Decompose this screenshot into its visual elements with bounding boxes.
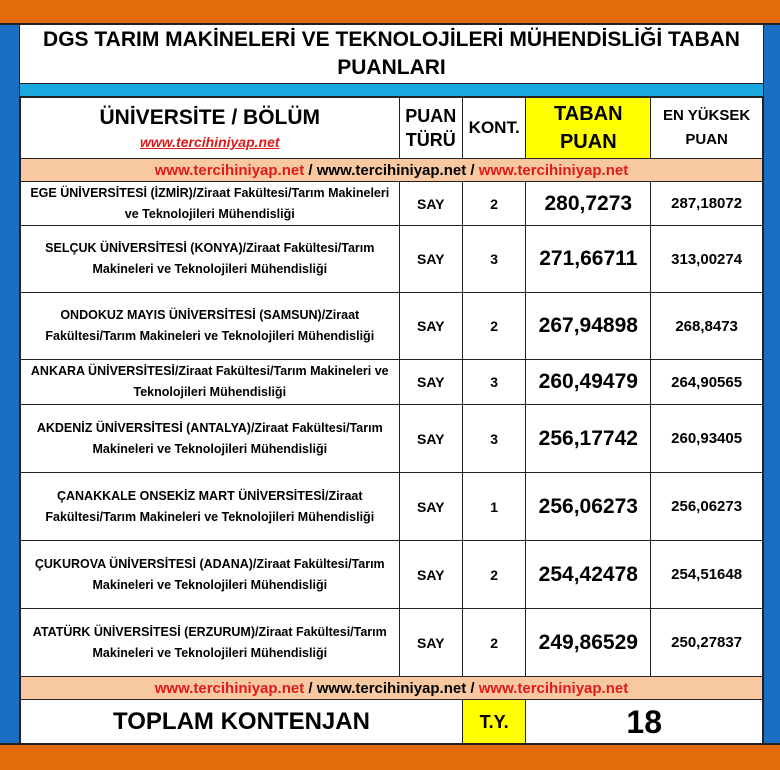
- score-type: SAY: [399, 226, 462, 293]
- score-type: SAY: [399, 405, 462, 473]
- max-score: 254,51648: [651, 541, 763, 609]
- total-row: [21, 700, 763, 745]
- table-row: [21, 405, 763, 473]
- banner-link[interactable]: www.tercihiniyap.net: [154, 161, 305, 179]
- total-label: TOPLAM KONTENJAN: [21, 700, 463, 745]
- score-type: SAY: [399, 182, 462, 226]
- university-name: ÇUKUROVA ÜNİVERSİTESİ (ADANA)/Ziraat Fakültesi/Tarım Makineleri ve Teknolojileri Mühendisliği: [21, 541, 400, 609]
- total-value: 18: [526, 700, 763, 745]
- base-score: 249,86529: [526, 609, 651, 677]
- university-name: ANKARA ÜNİVERSİTESİ/Ziraat Fakültesi/Tarım Makineleri ve Teknolojileri Mühendisliği: [21, 360, 400, 405]
- header-score-type: PUAN TÜRÜ: [399, 98, 462, 159]
- banner-sep: /: [304, 679, 317, 697]
- total-ty: T.Y.: [462, 700, 525, 745]
- base-score: 254,42478: [526, 541, 651, 609]
- max-score: 250,27837: [651, 609, 763, 677]
- quota: 2: [462, 609, 525, 677]
- header-university: [21, 98, 400, 159]
- header-quota: KONT.: [462, 98, 525, 159]
- quota: 3: [462, 360, 525, 405]
- site-link[interactable]: www.tercihiniyap.net: [140, 134, 280, 150]
- banner-link[interactable]: www.tercihiniyap.net: [154, 679, 305, 697]
- header-row: [21, 98, 763, 159]
- base-score: 260,49479: [526, 360, 651, 405]
- quota: 2: [462, 541, 525, 609]
- score-type: SAY: [399, 541, 462, 609]
- score-type: SAY: [399, 609, 462, 677]
- table-row: [21, 609, 763, 677]
- site-banner: [21, 677, 763, 700]
- max-score: 268,8473: [651, 293, 763, 360]
- score-type: SAY: [399, 473, 462, 541]
- top-border-bar: [0, 0, 780, 25]
- university-name: AKDENİZ ÜNİVERSİTESİ (ANTALYA)/Ziraat Fakültesi/Tarım Makineleri ve Teknolojileri Mühendisliği: [21, 405, 400, 473]
- header-university-label: ÜNİVERSİTE / BÖLÜM: [99, 106, 321, 129]
- banner-link[interactable]: www.tercihiniyap.net: [478, 161, 629, 179]
- score-type: SAY: [399, 293, 462, 360]
- table-row: [21, 473, 763, 541]
- header-base-score: TABAN PUAN: [526, 98, 651, 159]
- max-score: 264,90565: [651, 360, 763, 405]
- base-score: 280,7273: [526, 182, 651, 226]
- university-name: ATATÜRK ÜNİVERSİTESİ (ERZURUM)/Ziraat Fakültesi/Tarım Makineleri ve Teknolojileri Mühendisliği: [21, 609, 400, 677]
- bottom-border-bar: [0, 743, 780, 770]
- header-max-score: EN YÜKSEK PUAN: [651, 98, 763, 159]
- quota: 1: [462, 473, 525, 541]
- divider-strip: [20, 84, 763, 97]
- max-score: 287,18072: [651, 182, 763, 226]
- base-score: 256,17742: [526, 405, 651, 473]
- banner-sep: /: [466, 679, 479, 697]
- banner-link[interactable]: www.tercihiniyap.net: [316, 679, 467, 697]
- banner-sep: /: [304, 161, 317, 179]
- max-score: 260,93405: [651, 405, 763, 473]
- table-row: [21, 293, 763, 360]
- quota: 3: [462, 405, 525, 473]
- quota: 2: [462, 182, 525, 226]
- quota: 2: [462, 293, 525, 360]
- banner-link[interactable]: www.tercihiniyap.net: [478, 679, 629, 697]
- university-name: EGE ÜNİVERSİTESİ (İZMİR)/Ziraat Fakültesi/Tarım Makineleri ve Teknolojileri Mühendisliği: [21, 182, 400, 226]
- banner-link[interactable]: www.tercihiniyap.net: [316, 161, 467, 179]
- base-score: 267,94898: [526, 293, 651, 360]
- university-name: ONDOKUZ MAYIS ÜNİVERSİTESİ (SAMSUN)/Ziraat Fakültesi/Tarım Makineleri ve Teknolojileri Mühendisliği: [21, 293, 400, 360]
- max-score: 256,06273: [651, 473, 763, 541]
- quota: 3: [462, 226, 525, 293]
- site-banner: [21, 159, 763, 182]
- banner-sep: /: [466, 161, 479, 179]
- table-row: [21, 182, 763, 226]
- university-name: ÇANAKKALE ONSEKİZ MART ÜNİVERSİTESİ/Ziraat Fakültesi/Tarım Makineleri ve Teknolojileri Mühendisliği: [21, 473, 400, 541]
- table-row: [21, 360, 763, 405]
- university-name: SELÇUK ÜNİVERSİTESİ (KONYA)/Ziraat Fakültesi/Tarım Makineleri ve Teknolojileri Mühendisliği: [21, 226, 400, 293]
- base-score: 256,06273: [526, 473, 651, 541]
- base-score: 271,66711: [526, 226, 651, 293]
- max-score: 313,00274: [651, 226, 763, 293]
- score-table: [20, 97, 763, 745]
- table-row: [21, 226, 763, 293]
- page-title: DGS TARIM MAKİNELERİ VE TEKNOLOJİLERİ MÜHENDİSLİĞİ TABAN PUANLARI: [20, 25, 763, 84]
- score-table-frame: [19, 25, 764, 743]
- score-type: SAY: [399, 360, 462, 405]
- table-row: [21, 541, 763, 609]
